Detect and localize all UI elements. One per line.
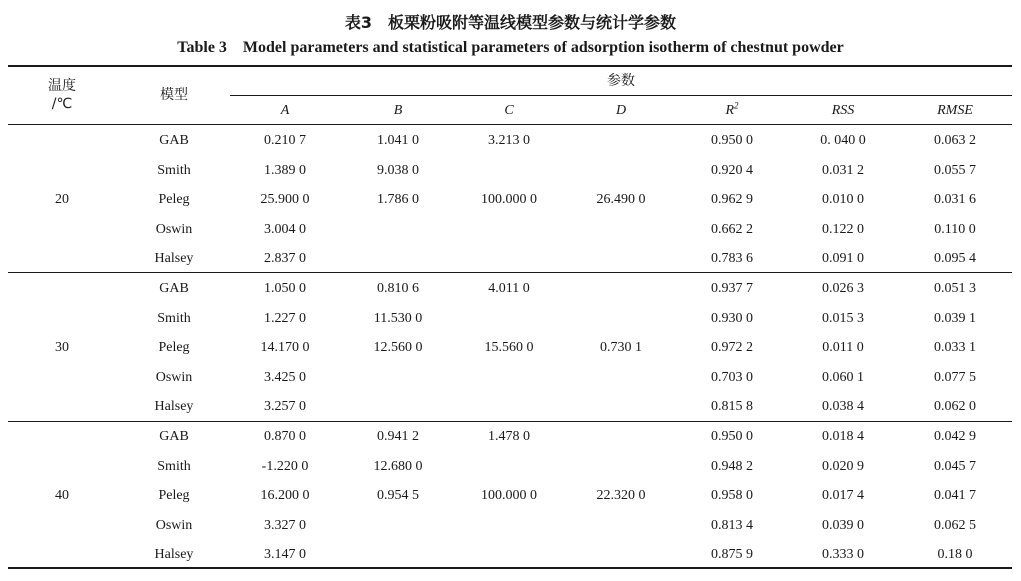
value-cell-d: 0.730 1 xyxy=(600,340,642,356)
value-cell-r2: 0.937 7 xyxy=(711,281,753,296)
value-cell-b: 0.810 6 xyxy=(377,281,419,296)
value-cell-a: 14.170 0 xyxy=(260,340,310,356)
header-parameters: 参数 xyxy=(607,73,635,89)
value-cell-r2: 0.948 2 xyxy=(711,458,753,474)
value-cell-a: 25.900 0 xyxy=(260,192,310,208)
value-cell-r2: 0.813 4 xyxy=(711,517,753,533)
model-name-cell: GAB xyxy=(159,429,189,444)
value-cell-a: 3.147 0 xyxy=(264,547,306,563)
value-cell-rmse: 0.062 0 xyxy=(934,399,976,415)
value-cell-d: 22.320 0 xyxy=(596,488,646,504)
model-name-cell: GAB xyxy=(159,133,189,148)
value-cell-rmse: 0.077 5 xyxy=(934,369,976,385)
value-cell-rss: 0.018 4 xyxy=(822,429,864,444)
value-cell-c: 1.478 0 xyxy=(488,429,530,444)
table-caption-chinese: 表3 板栗粉吸附等温线模型参数与统计学参数 xyxy=(344,13,677,32)
value-cell-r2: 0.950 0 xyxy=(711,133,753,148)
value-cell-rss: 0.122 0 xyxy=(822,221,864,237)
value-cell-a: 3.257 0 xyxy=(264,399,306,415)
group-divider-20-30 xyxy=(8,272,1012,273)
header-C: C xyxy=(504,103,514,118)
value-cell-rmse: 0.039 1 xyxy=(934,310,976,326)
header-R2-sup: 2 xyxy=(734,100,739,111)
value-cell-rmse: 0.045 7 xyxy=(934,458,976,474)
model-name-cell: Peleg xyxy=(158,340,190,356)
value-cell-c: 3.213 0 xyxy=(488,133,530,148)
header-rule xyxy=(8,124,1012,125)
value-cell-rss: 0.039 0 xyxy=(822,517,864,533)
value-cell-rmse: 0.110 0 xyxy=(934,221,976,237)
top-rule xyxy=(8,65,1012,67)
model-name-cell: Halsey xyxy=(154,399,194,415)
value-cell-rss: 0. 040 0 xyxy=(820,133,866,148)
header-D: D xyxy=(615,103,627,118)
value-cell-rss: 0.031 2 xyxy=(822,162,864,178)
value-cell-r2: 0.920 4 xyxy=(711,162,753,178)
value-cell-rss: 0.333 0 xyxy=(822,547,864,563)
value-cell-rss: 0.060 1 xyxy=(822,369,864,385)
header-temperature: 温度 xyxy=(48,78,76,94)
value-cell-rmse: 0.042 9 xyxy=(934,429,976,444)
value-cell-rmse: 0.033 1 xyxy=(934,340,976,356)
value-cell-a: 16.200 0 xyxy=(260,488,310,504)
value-cell-rss: 0.026 3 xyxy=(822,281,864,296)
value-cell-r2: 0.972 2 xyxy=(711,340,753,356)
temperature-cell: 40 xyxy=(55,488,69,504)
value-cell-rss: 0.038 4 xyxy=(822,399,864,415)
value-cell-rmse: 0.062 5 xyxy=(934,517,976,533)
value-cell-b: 11.530 0 xyxy=(373,310,423,326)
value-cell-a: -1.220 0 xyxy=(261,458,309,474)
value-cell-rss: 0.020 9 xyxy=(822,458,864,474)
value-cell-a: 1.050 0 xyxy=(264,281,306,296)
value-cell-a: 1.227 0 xyxy=(264,310,306,326)
model-name-cell: Oswin xyxy=(155,517,193,533)
value-cell-r2: 0.783 6 xyxy=(711,251,753,267)
value-cell-a: 3.327 0 xyxy=(264,517,306,533)
model-name-cell: Smith xyxy=(157,458,191,474)
header-R2 xyxy=(725,100,739,119)
model-name-cell: Halsey xyxy=(154,547,194,563)
model-name-cell: Oswin xyxy=(155,369,193,385)
value-cell-r2: 0.875 9 xyxy=(711,547,753,563)
value-cell-c: 15.560 0 xyxy=(484,340,534,356)
value-cell-rmse: 0.031 6 xyxy=(934,192,976,208)
value-cell-a: 3.425 0 xyxy=(264,369,306,385)
value-cell-rmse: 0.051 3 xyxy=(934,281,976,296)
value-cell-b: 9.038 0 xyxy=(377,162,419,178)
header-RMSE: RMSE xyxy=(937,103,973,118)
value-cell-rmse: 0.041 7 xyxy=(934,488,976,504)
value-cell-rss: 0.015 3 xyxy=(822,310,864,326)
value-cell-a: 3.004 0 xyxy=(264,221,306,237)
header-temperature-unit: /℃ xyxy=(51,96,73,112)
value-cell-r2: 0.815 8 xyxy=(711,399,753,415)
table-caption-english: Table 3 Model parameters and statistical parameters of adsorption isotherm of chestnut powder xyxy=(177,39,844,56)
value-cell-b: 12.560 0 xyxy=(373,340,423,356)
header-B: B xyxy=(393,103,403,118)
value-cell-b: 1.786 0 xyxy=(377,192,419,208)
value-cell-r2: 0.962 9 xyxy=(711,192,753,208)
value-cell-b: 12.680 0 xyxy=(373,458,423,474)
model-name-cell: Halsey xyxy=(154,251,194,267)
value-cell-rmse: 0.18 0 xyxy=(937,547,973,563)
value-cell-r2: 0.958 0 xyxy=(711,488,753,504)
value-cell-r2: 0.930 0 xyxy=(711,310,753,326)
model-name-cell: Smith xyxy=(157,310,191,326)
header-R2-base: R xyxy=(725,103,735,118)
header-RSS: RSS xyxy=(831,103,855,118)
model-name-cell: Peleg xyxy=(158,192,190,208)
value-cell-b: 0.941 2 xyxy=(377,429,419,444)
value-cell-c: 4.011 0 xyxy=(488,281,530,296)
params-subheader-rule xyxy=(230,95,1012,96)
model-name-cell: Oswin xyxy=(155,221,193,237)
value-cell-d: 26.490 0 xyxy=(596,192,646,208)
value-cell-rmse: 0.063 2 xyxy=(934,133,976,148)
model-name-cell: GAB xyxy=(159,281,189,296)
value-cell-b: 1.041 0 xyxy=(377,133,419,148)
value-cell-rss: 0.017 4 xyxy=(822,488,864,504)
group-divider-30-40 xyxy=(8,421,1012,422)
value-cell-c: 100.000 0 xyxy=(481,192,537,208)
value-cell-rss: 0.011 0 xyxy=(822,340,864,356)
value-cell-c: 100.000 0 xyxy=(481,488,537,504)
value-cell-rmse: 0.095 4 xyxy=(934,251,976,267)
value-cell-r2: 0.662 2 xyxy=(711,221,753,237)
value-cell-rss: 0.091 0 xyxy=(822,251,864,267)
value-cell-a: 2.837 0 xyxy=(264,251,306,267)
value-cell-a: 1.389 0 xyxy=(264,162,306,178)
value-cell-rmse: 0.055 7 xyxy=(934,162,976,178)
temperature-cell: 20 xyxy=(55,192,69,208)
temperature-cell: 30 xyxy=(55,340,69,356)
value-cell-a: 0.210 7 xyxy=(264,133,306,148)
value-cell-a: 0.870 0 xyxy=(264,429,306,444)
header-model: 模型 xyxy=(160,87,188,103)
value-cell-r2: 0.950 0 xyxy=(711,429,753,444)
model-name-cell: Peleg xyxy=(158,488,190,504)
value-cell-r2: 0.703 0 xyxy=(711,369,753,385)
header-A: A xyxy=(280,103,290,118)
bottom-rule xyxy=(8,567,1012,569)
value-cell-rss: 0.010 0 xyxy=(822,192,864,208)
value-cell-b: 0.954 5 xyxy=(377,488,419,504)
model-name-cell: Smith xyxy=(157,162,191,178)
